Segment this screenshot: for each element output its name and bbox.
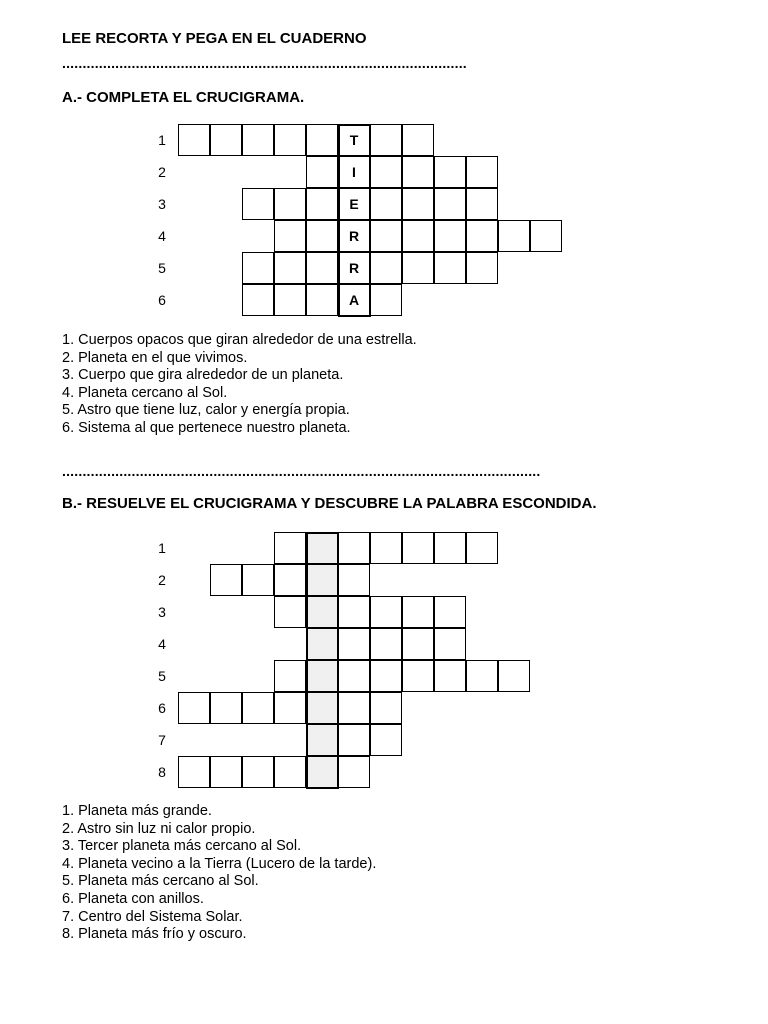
clue-item: 3. Tercer planeta más cercano al Sol. (62, 838, 302, 855)
row-number: 3 (158, 604, 166, 620)
row-number: 5 (158, 260, 166, 276)
crossword-cell[interactable] (434, 156, 466, 188)
crossword-cell[interactable] (370, 188, 402, 220)
key-cell[interactable]: T (338, 124, 370, 156)
key-cell[interactable]: R (338, 220, 370, 252)
crossword-cell[interactable] (466, 252, 498, 284)
crossword-cell[interactable] (498, 660, 530, 692)
crossword-cell[interactable] (466, 220, 498, 252)
crossword-cell[interactable] (466, 188, 498, 220)
row-number: 1 (158, 132, 166, 148)
crossword-cell[interactable] (434, 220, 466, 252)
clue-item: 2. Planeta en el que vivimos. (62, 349, 248, 366)
crossword-cell[interactable] (402, 252, 434, 284)
key-cell[interactable]: E (338, 188, 370, 220)
row-number: 4 (158, 636, 166, 652)
crossword-cell[interactable] (402, 628, 434, 660)
clue-item: 6. Sistema al que pertenece nuestro planeta. (62, 419, 351, 436)
crossword-cell[interactable] (402, 156, 434, 188)
crossword-cell[interactable] (306, 284, 338, 316)
crossword-cell[interactable] (210, 692, 242, 724)
row-number: 6 (158, 292, 166, 308)
crossword-cell[interactable] (402, 220, 434, 252)
crossword-cell[interactable] (402, 188, 434, 220)
crossword-cell[interactable] (242, 188, 274, 220)
crossword-cell[interactable] (274, 756, 306, 788)
crossword-cell[interactable] (434, 532, 466, 564)
crossword-cell[interactable] (370, 252, 402, 284)
crossword-cell[interactable] (338, 660, 370, 692)
clues-list-a (62, 332, 417, 438)
crossword-cell[interactable] (466, 660, 498, 692)
crossword-cell[interactable] (338, 596, 370, 628)
crossword-cell[interactable] (434, 660, 466, 692)
crossword-cell[interactable] (434, 596, 466, 628)
crossword-cell[interactable] (402, 532, 434, 564)
crossword-cell[interactable] (274, 220, 306, 252)
crossword-cell[interactable] (338, 724, 370, 756)
crossword-cell[interactable] (242, 756, 274, 788)
crossword-cell[interactable] (338, 628, 370, 660)
crossword-cell[interactable] (370, 156, 402, 188)
key-cell[interactable] (306, 564, 338, 596)
row-number: 2 (158, 572, 166, 588)
crossword-cell[interactable] (274, 284, 306, 316)
key-cell[interactable]: A (338, 284, 370, 316)
crossword-cell[interactable] (306, 220, 338, 252)
crossword-cell[interactable] (306, 188, 338, 220)
clue-item: 1. Cuerpos opacos que giran alrededor de una estrella. (62, 332, 417, 348)
crossword-cell[interactable] (466, 156, 498, 188)
crossword-cell[interactable] (178, 124, 210, 156)
crossword-cell[interactable] (274, 124, 306, 156)
key-cell[interactable] (306, 532, 338, 564)
crossword-cell[interactable] (370, 284, 402, 316)
clues-list-b (62, 803, 376, 944)
crossword-cell[interactable] (274, 596, 306, 628)
crossword-cell[interactable] (370, 660, 402, 692)
key-cell[interactable] (306, 596, 338, 628)
separator-top: ................................................................................................... (62, 56, 467, 70)
crossword-cell[interactable] (306, 124, 338, 156)
section-a-title: A.- COMPLETA EL CRUCIGRAMA. (62, 89, 305, 106)
clue-item: 1. Planeta más grande. (62, 803, 212, 819)
crossword-cell[interactable] (242, 252, 274, 284)
key-cell[interactable]: I (338, 156, 370, 188)
row-number: 6 (158, 700, 166, 716)
crossword-cell[interactable] (338, 564, 370, 596)
crossword-cell[interactable] (274, 532, 306, 564)
crossword-cell[interactable] (274, 188, 306, 220)
clue-item: 4. Planeta vecino a la Tierra (Lucero de la tarde). (62, 855, 377, 872)
crossword-cell[interactable] (338, 532, 370, 564)
crossword-cell[interactable] (338, 692, 370, 724)
row-number: 5 (158, 668, 166, 684)
crossword-cell[interactable] (370, 724, 402, 756)
row-number: 4 (158, 228, 166, 244)
crossword-cell[interactable] (434, 252, 466, 284)
crossword-cell[interactable] (274, 564, 306, 596)
key-cell[interactable] (306, 724, 338, 756)
crossword-cell[interactable] (178, 692, 210, 724)
crossword-cell[interactable] (402, 596, 434, 628)
row-number: 3 (158, 196, 166, 212)
crossword-cell[interactable] (370, 220, 402, 252)
clue-item: 8. Planeta más frío y oscuro. (62, 926, 247, 943)
crossword-cell[interactable] (434, 188, 466, 220)
crossword-cell[interactable] (434, 628, 466, 660)
crossword-cell[interactable] (210, 756, 242, 788)
separator-middle: ..................................................................................................................... (62, 464, 541, 478)
crossword-cell[interactable] (274, 692, 306, 724)
clue-item: 3. Cuerpo que gira alrededor de un planeta. (62, 367, 344, 384)
clue-item: 5. Astro que tiene luz, calor y energía propia. (62, 402, 350, 419)
crossword-cell[interactable] (274, 252, 306, 284)
crossword-cell[interactable] (306, 252, 338, 284)
key-cell[interactable] (306, 660, 338, 692)
page-title: LEE RECORTA Y PEGA EN EL CUADERNO (62, 30, 367, 47)
row-number: 2 (158, 164, 166, 180)
crossword-cell[interactable] (370, 532, 402, 564)
clue-item: 6. Planeta con anillos. (62, 890, 204, 907)
clue-item: 7. Centro del Sistema Solar. (62, 908, 243, 925)
crossword-cell[interactable] (210, 124, 242, 156)
crossword-cell[interactable] (242, 284, 274, 316)
key-cell[interactable]: R (338, 252, 370, 284)
key-cell[interactable] (306, 756, 338, 788)
crossword-cell[interactable] (242, 692, 274, 724)
section-b-title: B.- RESUELVE EL CRUCIGRAMA Y DESCUBRE LA PALABRA ESCONDIDA. (62, 495, 597, 512)
crossword-cell[interactable] (370, 628, 402, 660)
crossword-cell[interactable] (402, 124, 434, 156)
row-number: 1 (158, 540, 166, 556)
crossword-cell[interactable] (242, 124, 274, 156)
clue-item: 5. Planeta más cercano al Sol. (62, 873, 259, 890)
clue-item: 2. Astro sin luz ni calor propio. (62, 820, 256, 837)
crossword-cell[interactable] (274, 660, 306, 692)
crossword-cell[interactable] (498, 220, 530, 252)
crossword-cell[interactable] (370, 124, 402, 156)
crossword-cell[interactable] (402, 660, 434, 692)
row-number: 8 (158, 764, 166, 780)
crossword-cell[interactable] (306, 156, 338, 188)
crossword-cell[interactable] (370, 692, 402, 724)
crossword-cell[interactable] (338, 756, 370, 788)
crossword-cell[interactable] (370, 596, 402, 628)
key-cell[interactable] (306, 692, 338, 724)
crossword-cell[interactable] (530, 220, 562, 252)
crossword-cell[interactable] (242, 564, 274, 596)
row-number: 7 (158, 732, 166, 748)
crossword-cell[interactable] (466, 532, 498, 564)
clue-item: 4. Planeta cercano al Sol. (62, 384, 228, 401)
crossword-cell[interactable] (178, 756, 210, 788)
key-cell[interactable] (306, 628, 338, 660)
crossword-cell[interactable] (210, 564, 242, 596)
